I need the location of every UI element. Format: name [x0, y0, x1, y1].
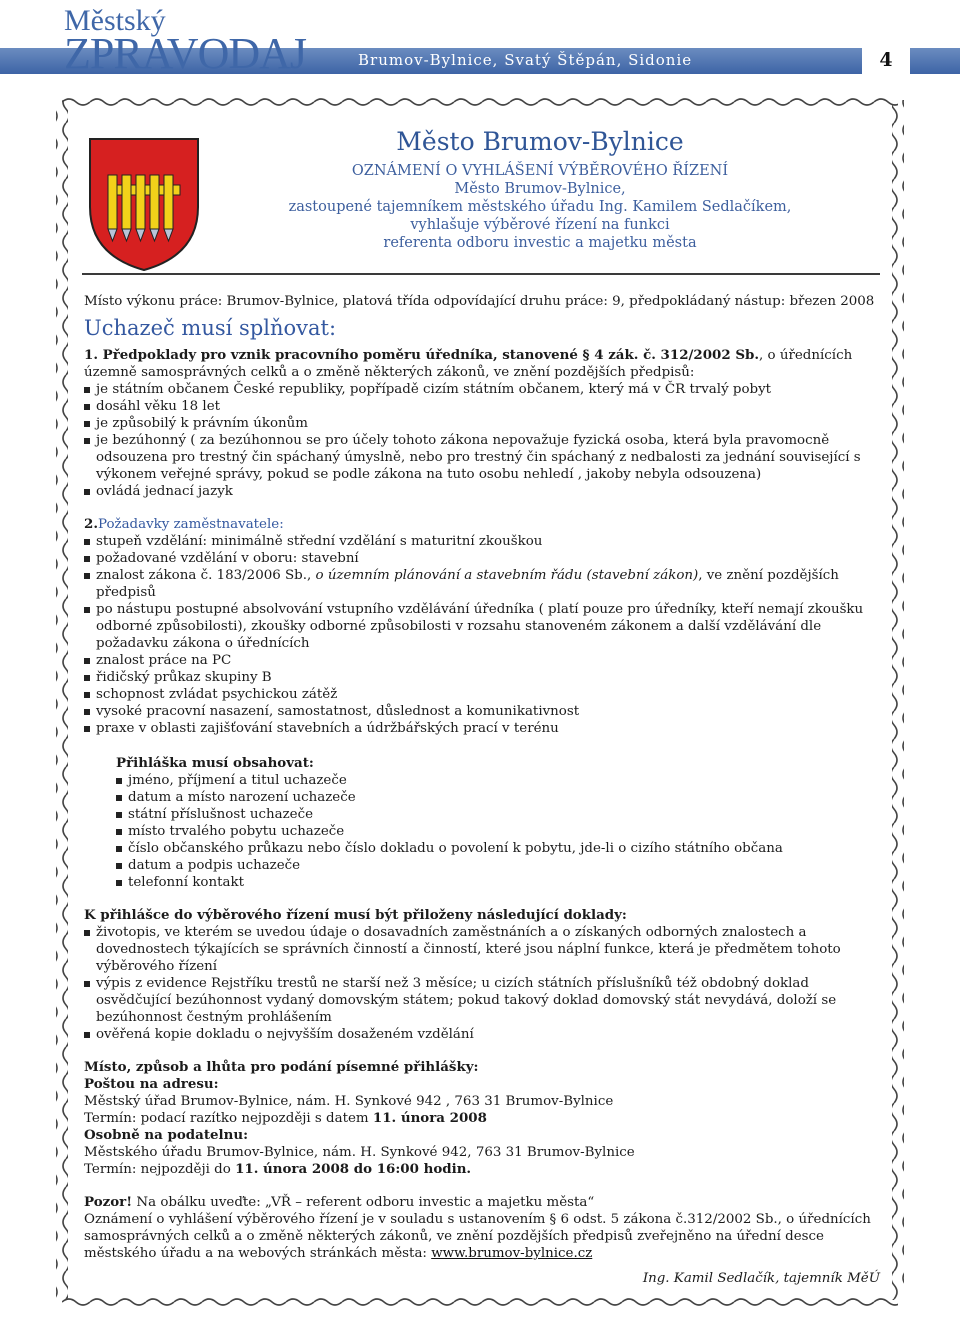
masthead-towns: Brumov-Bylnice, Svatý Štěpán, Sidonie: [358, 51, 693, 69]
announcement-header: [200, 127, 880, 252]
documents-list: [84, 924, 880, 1043]
documents-heading: [84, 907, 880, 924]
list-item: je státním občanem České republiky, popřípadě cizím státním občanem, který má v ČR trvalý pobyt: [84, 381, 880, 398]
envelope-text: Na obálku uveďte: „VŘ – referent odboru investic a majetku města“: [132, 1195, 595, 1210]
personal-deadline-date: 11. února 2008 do 16:00 hodin.: [235, 1161, 472, 1177]
application-section: [116, 755, 880, 891]
section-2-list: [84, 533, 880, 737]
documents-section: [84, 907, 880, 1043]
list-item: dosáhl věku 18 let: [84, 398, 880, 415]
list-item: datum a podpis uchazeče: [116, 857, 880, 874]
section-2-number: 2.: [84, 516, 98, 532]
list-item: stupeň vzdělání: minimálně střední vzdělání s maturitní zkouškou: [84, 533, 880, 550]
documents-heading-text: K přihlášce do výběrového řízení musí být přiloženy následující doklady:: [84, 907, 627, 923]
section-1-heading-rest: , o úřednících územně samosprávných celků a o změně některých zákonů, ve znění pozdějších předpisů:: [84, 348, 853, 380]
notice-section: [84, 1194, 880, 1262]
list-item: je bezúhonný ( za bezúhonnou se pro účely tohoto zákona nepovažuje fyzická osoba, která byla pravomocně odsouzena pro trestný čin spáchaný úmyslně, nebo pro trestný čin spáchaný z nedbalosti za jednání související s výkonem veřejné správy, pokud se podle zákona na tuto osobu nehledí , jakoby nebyla odsouzena): [84, 432, 880, 483]
list-item: schopnost zvládat psychickou zátěž: [84, 686, 880, 703]
law-suffix: , ve znění pozdějších předpisů: [96, 568, 839, 600]
announcement-title: Město Brumov-Bylnice: [396, 127, 684, 156]
list-item: znalost práce na PC: [84, 652, 880, 669]
post-label: [84, 1076, 880, 1093]
application-list: [116, 772, 880, 891]
website-link[interactable]: www.brumov-bylnice.cz: [431, 1246, 593, 1261]
list-item: požadované vzdělání v oboru: stavební: [84, 550, 880, 567]
requirements-heading: Uchazeč musí splňovat:: [84, 316, 337, 340]
post-address: Městský úřad Brumov-Bylnice, nám. H. Synkové 942 , 763 31 Brumov-Bylnice: [84, 1094, 614, 1109]
job-info: Místo výkonu práce: Brumov-Bylnice, platová třída odpovídající druhu práce: 9, předpokládaný nástup: březen 2008: [84, 294, 875, 309]
logo-line-1: Městský: [64, 4, 166, 37]
list-item: místo trvalého pobytu uchazeče: [116, 823, 880, 840]
publication-notice: [84, 1211, 880, 1262]
section-2-label: Požadavky zaměstnavatele:: [97, 517, 284, 532]
submission-heading: [84, 1059, 880, 1076]
signature: Ing. Kamil Sedlačík, tajemník MěÚ: [642, 1271, 880, 1286]
list-item: řidičský průkaz skupiny B: [84, 669, 880, 686]
page-number: 4: [879, 49, 893, 71]
list-item: jméno, příjmení a titul uchazeče: [116, 772, 880, 789]
coat-of-arms-image: [88, 137, 200, 272]
announcement-line-2: zastoupené tajemníkem městského úřadu Ing. Kamilem Sedlačíkem,: [288, 199, 792, 215]
warning-label: Pozor!: [84, 1194, 133, 1210]
announcement-subtitle: OZNÁMENÍ O VYHLÁŠENÍ VÝBĚROVÉHO ŘÍZENÍ: [351, 163, 729, 179]
section-1-list: [84, 381, 880, 500]
post-deadline: [84, 1110, 880, 1127]
list-item: vysoké pracovní nasazení, samostatnost, důslednost a komunikativnost: [84, 703, 880, 720]
list-item: telefonní kontakt: [116, 874, 880, 891]
list-item: výpis z evidence Rejstříku trestů ne starší než 3 měsíce; u cizích státních příslušníků též obdobný doklad osvědčující bezúhonnost vydaný domovským státem; pokud takový doklad domovský stát nevydává, doloží se bezúhonnost čestným prohlášením: [84, 975, 880, 1026]
list-item: je způsobilý k právním úkonům: [84, 415, 880, 432]
announcement-line-4: referenta odboru investic a majetku města: [383, 235, 697, 251]
article-body: [84, 293, 880, 1287]
law-ref: znalost zákona č. 183/2006 Sb.,: [96, 568, 316, 583]
section-2: [84, 516, 880, 737]
announcement-line-3: vyhlašuje výběrové řízení na funkci: [410, 217, 670, 233]
list-item: životopis, ve kterém se uvedou údaje o dosavadních zaměstnáních a o získaných odborných znalostech a dovednostech týkajících se správních činností a činností, které jsou náplní funkce, která je předmětem tohoto výběrového řízení: [84, 924, 880, 975]
personal-label-text: Osobně na podatelnu:: [84, 1127, 249, 1143]
submission-heading-text: Místo, způsob a lhůta pro podání písemné přihlášky:: [84, 1059, 479, 1075]
law-title: o územním plánování a stavebním řádu (stavební zákon): [315, 568, 699, 583]
list-item: ovládá jednací jazyk: [84, 483, 880, 500]
list-item: ověřená kopie dokladu o nejvyšším dosaženém vzdělání: [84, 1026, 880, 1043]
post-label-text: Poštou na adresu:: [84, 1076, 219, 1092]
post-deadline-date: 11. února 2008: [372, 1110, 487, 1126]
section-1-heading-bold: 1. Předpoklady pro vznik pracovního poměru úředníka, stanovené § 4 zák. č. 312/2002 Sb.: [84, 347, 760, 363]
list-item: praxe v oblasti zajišťování stavebních a údržbářských prací v terénu: [84, 720, 880, 737]
application-heading-text: Přihláška musí obsahovat:: [116, 755, 314, 771]
personal-deadline-text: Termín: nejpozději do: [84, 1162, 236, 1177]
list-item: číslo občanského průkazu nebo číslo dokladu o povolení k pobytu, jde-li o cizího státního občana: [116, 840, 880, 857]
list-item: [84, 567, 880, 601]
announcement-line-1: Město Brumov-Bylnice,: [454, 181, 626, 197]
section-2-heading: [84, 516, 880, 533]
list-item: státní příslušnost uchazeče: [116, 806, 880, 823]
personal-deadline: [84, 1161, 880, 1178]
personal-address: Městského úřadu Brumov-Bylnice, nám. H. Synkové 942, 763 31 Brumov-Bylnice: [84, 1145, 635, 1160]
header-divider: [82, 273, 880, 275]
envelope-notice: [84, 1194, 880, 1211]
publication-text: Oznámení o vyhlášení výběrového řízení je v souladu s ustanovením § 6 odst. 5 zákona č.312/2002 Sb., o úřednících samosprávných celků a o změně některých zákonů, ve znění pozdějších předpisů zveřejněno na úřední desce městského úřadu a na webových stránkách města:: [84, 1212, 871, 1261]
section-1-heading: [84, 347, 880, 381]
submission-section: [84, 1059, 880, 1178]
list-item: po nástupu postupné absolvování vstupního vzdělávání úředníka ( platí pouze pro úředníky, kteří nemají zkoušku odborné způsobilosti), zkoušky odborné způsobilosti v rozsahu stanoveném zákonem a další vzdělávání dle požadavku zákona o úřednících: [84, 601, 880, 652]
logo-line-2: ZPRAVODAJ: [64, 29, 307, 78]
personal-label: [84, 1127, 880, 1144]
application-heading: [116, 755, 880, 772]
list-item: datum a místo narození uchazeče: [116, 789, 880, 806]
post-deadline-text: Termín: podací razítko nejpozději s datem: [84, 1111, 373, 1126]
